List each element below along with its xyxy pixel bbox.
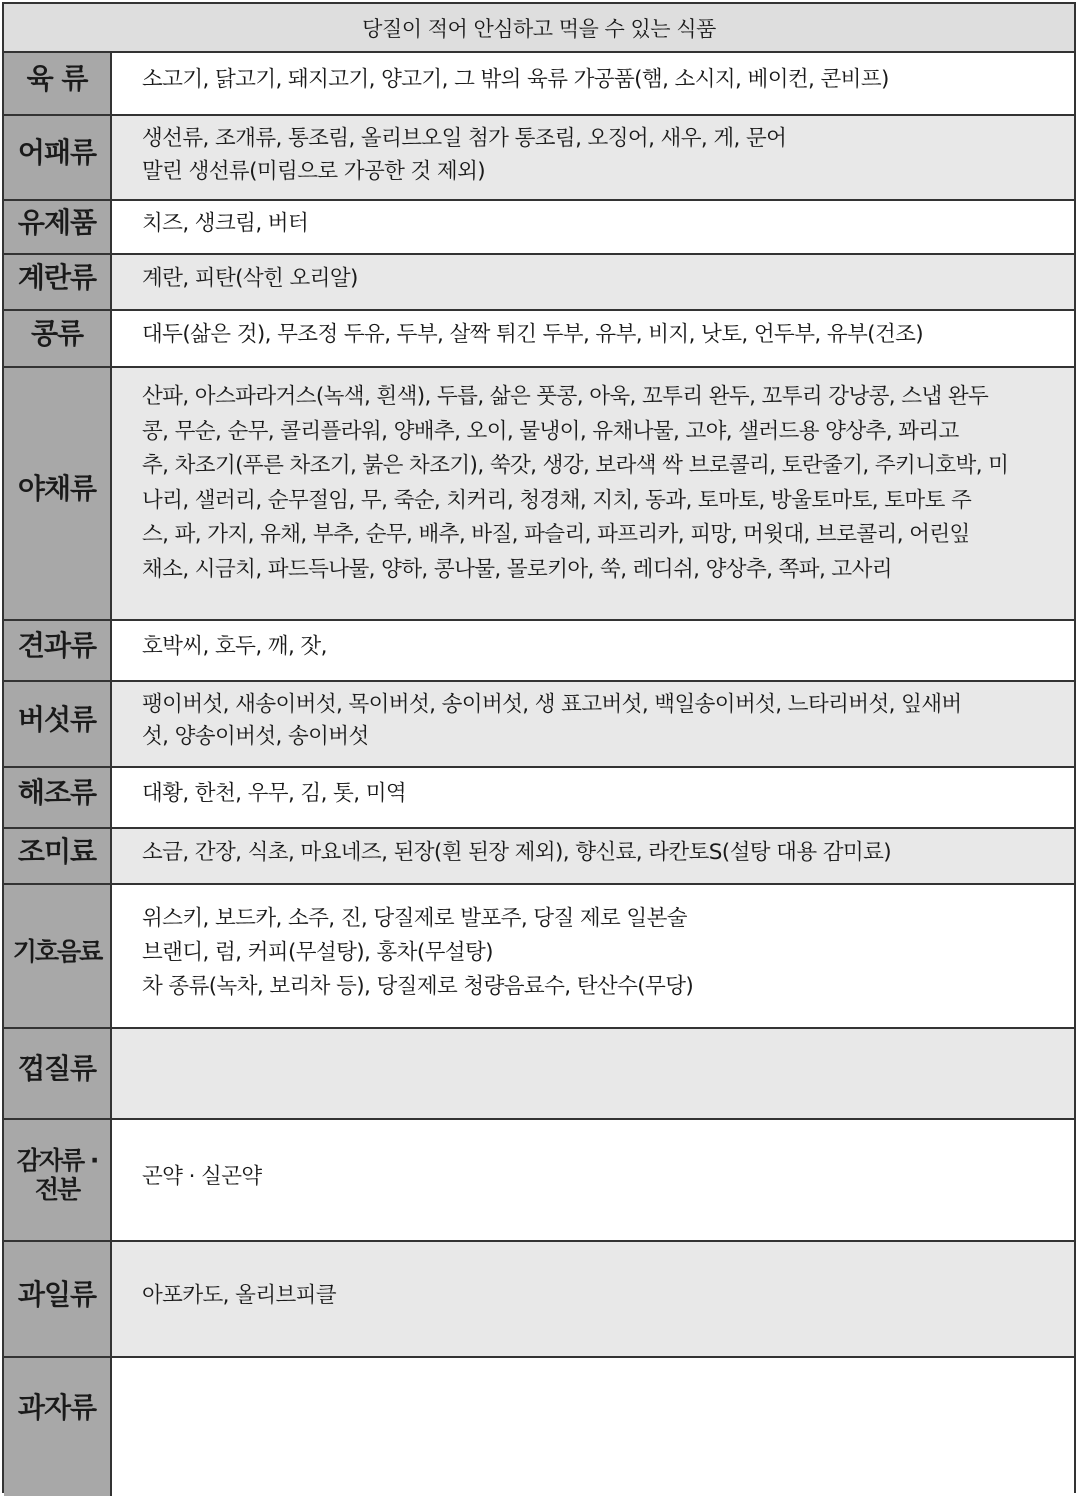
food-list: 아포카도, 올리브피클 (112, 1242, 1074, 1356)
category-label: 과일류 (4, 1242, 112, 1356)
table-row (4, 201, 1074, 255)
category-label: 감자류 · 전분 (4, 1120, 112, 1240)
food-list: 팽이버섯, 새송이버섯, 목이버섯, 송이버섯, 생 표고버섯, 백일송이버섯, 느타리버섯, 잎새버 섯, 양송이버섯, 송이버섯 (112, 682, 1074, 766)
table-row (4, 1029, 1074, 1120)
food-table (2, 2, 1076, 1493)
table-row (4, 53, 1074, 116)
food-list: 곤약 · 실곤약 (112, 1120, 1074, 1240)
table-row (4, 368, 1074, 621)
table-title: 당질이 적어 안심하고 먹을 수 있는 식품 (4, 4, 1074, 53)
category-label: 콩류 (4, 311, 112, 366)
category-label: 과자류 (4, 1358, 112, 1496)
table-row (4, 768, 1074, 829)
category-label: 조미료 (4, 829, 112, 883)
category-label: 유제품 (4, 201, 112, 253)
category-label: 견과류 (4, 621, 112, 680)
category-label: 껍질류 (4, 1029, 112, 1118)
category-label: 야채류 (4, 368, 112, 619)
food-list: 대두(삶은 것), 무조정 두유, 두부, 살짝 튀긴 두부, 유부, 비지, 낫토, 언두부, 유부(건조) (112, 311, 1074, 366)
food-list: 대황, 한천, 우무, 김, 톳, 미역 (112, 768, 1074, 827)
category-label: 버섯류 (4, 682, 112, 766)
category-label: 기호음료 (4, 885, 112, 1027)
food-list: 산파, 아스파라거스(녹색, 흰색), 두릅, 삶은 풋콩, 아욱, 꼬투리 완두, 꼬투리 강낭콩, 스냅 완두 콩, 무순, 순무, 콜리플라워, 양배추, 오이, 물냉이, 유채나물, 고야, 샐러드용 양상추, 꽈리고 추, 차조기(푸른 차조기, 붉은 차조기), 쑥갓, 생강, 보라색 싹 브로콜리, 토란줄기, 주키니호박, 미 나리, 샐러리, 순무절임, 무, 죽순, 치커리, 청경채, 지치, 동과, 토마토, 방울토마토, 토마토 주 스, 파, 가지, 유채, 부추, 순무, 배추, 바질, 파슬리, 파프리카, 피망, 머윗대, 브로콜리, 어린잎 채소, 시금치, 파드득나물, 양하, 콩나물, 몰로키아, 쑥, 레디쉬, 양상추, 쪽파, 고사리 (112, 368, 1074, 619)
food-list (112, 1029, 1074, 1118)
food-list: 소고기, 닭고기, 돼지고기, 양고기, 그 밖의 육류 가공품(햄, 소시지, 베이컨, 콘비프) (112, 53, 1074, 114)
food-list: 위스키, 보드카, 소주, 진, 당질제로 발포주, 당질 제로 일본술 브랜디, 럼, 커피(무설탕), 홍차(무설탕) 차 종류(녹차, 보리차 등), 당질제로 청량음료수, 탄산수(무당) (112, 885, 1074, 1027)
category-label: 계란류 (4, 255, 112, 309)
category-label: 해조류 (4, 768, 112, 827)
table-row (4, 829, 1074, 885)
food-list: 소금, 간장, 식초, 마요네즈, 된장(흰 된장 제외), 향신료, 라칸토S(설탕 대용 감미료) (112, 829, 1074, 883)
category-label: 어패류 (4, 116, 112, 199)
food-list: 호박씨, 호두, 깨, 잣, (112, 621, 1074, 680)
food-list (112, 1358, 1074, 1496)
category-label: 육 류 (4, 53, 112, 114)
table-row (4, 885, 1074, 1029)
table-row (4, 682, 1074, 768)
table-row (4, 1358, 1074, 1496)
food-list: 치즈, 생크림, 버터 (112, 201, 1074, 253)
table-row (4, 116, 1074, 201)
table-row (4, 1242, 1074, 1358)
table-row (4, 1120, 1074, 1242)
table-row (4, 255, 1074, 311)
food-list: 계란, 피탄(삭힌 오리알) (112, 255, 1074, 309)
food-list: 생선류, 조개류, 통조림, 올리브오일 첨가 통조림, 오징어, 새우, 게, 문어 말린 생선류(미림으로 가공한 것 제외) (112, 116, 1074, 199)
table-row (4, 621, 1074, 682)
table-row (4, 311, 1074, 368)
